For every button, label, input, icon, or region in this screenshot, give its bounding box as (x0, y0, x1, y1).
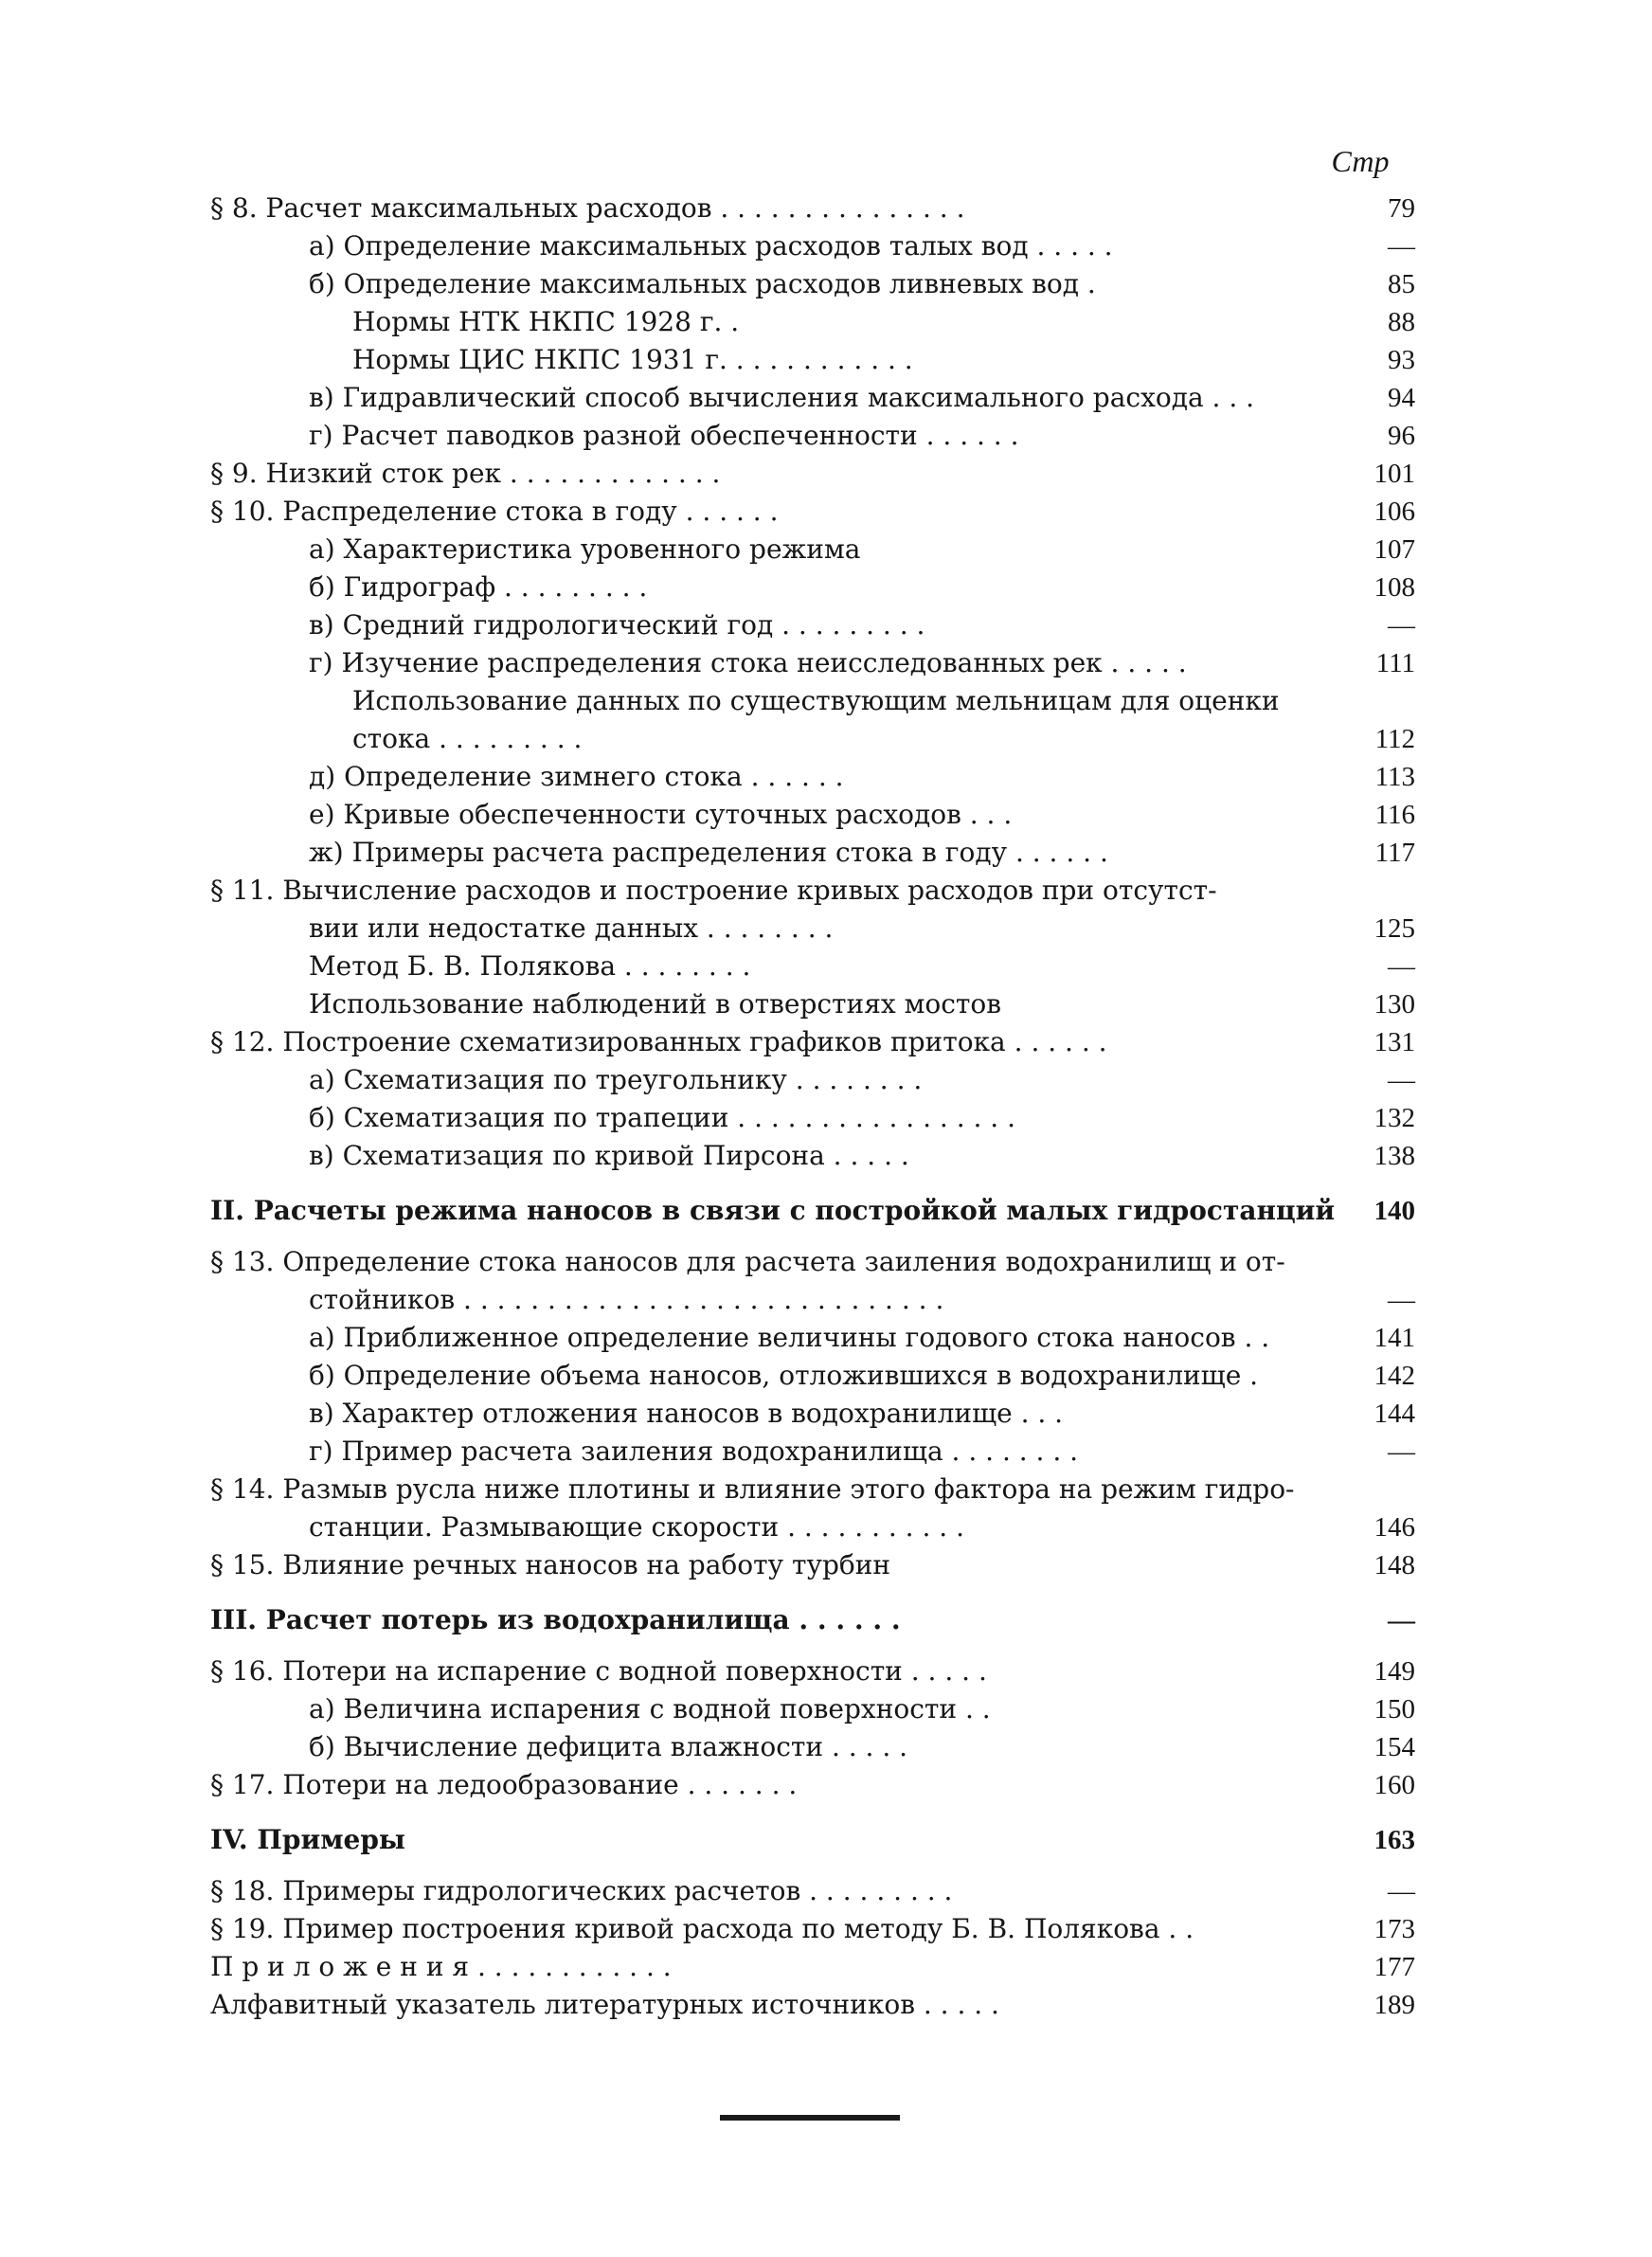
toc-entry (210, 1395, 1415, 1433)
toc-entry (210, 948, 1415, 985)
toc-entry-title: б) Вычисление дефицита влажности . . . . . (309, 1731, 908, 1762)
toc-entry (210, 1652, 1415, 1690)
toc-entry-page: 132 (1374, 1103, 1415, 1133)
toc-entry-title: § 18. Примеры гидрологических расчетов . . . . . . . . . (210, 1875, 953, 1906)
toc-entry-title: Метод Б. В. Полякова . . . . . . . . (309, 950, 751, 982)
toc-entry-page: — (1388, 1605, 1415, 1635)
toc-entry-title: а) Характеристика уровенного режима (309, 533, 861, 565)
toc-entry (210, 758, 1415, 796)
toc-entry (210, 1546, 1415, 1584)
toc-entry (210, 190, 1415, 227)
toc-entry-title: в) Средний гидрологический год . . . . . . . . . (309, 609, 925, 641)
toc-entry-page: — (1388, 1876, 1415, 1906)
toc-entry (210, 1281, 1415, 1319)
toc-entry-title: Использование наблюдений в отверстиях мостов (309, 988, 1001, 1020)
toc-entry-page: 108 (1374, 572, 1415, 603)
toc-entry-page: 96 (1388, 421, 1415, 451)
toc-entry-page: — (1388, 1065, 1415, 1095)
toc-entry-page: 116 (1374, 800, 1415, 830)
toc-entry-title: б) Определение объема наносов, отложившихся в водохранилище . (309, 1360, 1259, 1391)
toc-entry-title: § 12. Построение схематизированных графиков притока . . . . . . (210, 1026, 1107, 1057)
toc-entry-page: 93 (1388, 345, 1415, 375)
toc-entry-page: 189 (1374, 1990, 1415, 2020)
toc-entry-page: 138 (1374, 1141, 1415, 1171)
toc-entry-title: б) Гидрограф . . . . . . . . . (309, 571, 648, 603)
toc-entry-page: 140 (1374, 1196, 1415, 1226)
toc-entry-page: 113 (1374, 762, 1415, 792)
toc-entry (210, 1319, 1415, 1357)
toc-part-heading (210, 1601, 1415, 1639)
toc-entry (210, 1137, 1415, 1175)
toc-entry-title: § 9. Низкий сток рек . . . . . . . . . . . . . (210, 458, 721, 489)
toc-entry-title: в) Характер отложения наносов в водохранилище . . . (309, 1398, 1064, 1429)
toc-entry-title: б) Определение максимальных расходов ливневых вод . (309, 268, 1096, 299)
toc-entry-title: § 14. Размыв русла ниже плотины и влияние этого фактора на режим гидро- (210, 1473, 1295, 1505)
toc-entry (210, 720, 1415, 758)
toc-entry-page: 146 (1374, 1512, 1415, 1543)
toc-entry-page: 112 (1374, 724, 1415, 754)
toc-entry (210, 1243, 1415, 1281)
toc-entry-title: в) Гидравлический способ вычисления максимального расхода . . . (309, 382, 1255, 413)
toc-entry-title: II. Расчеты режима наносов в связи с постройкой малых гидростанций (210, 1195, 1336, 1226)
toc-entry (210, 455, 1415, 493)
toc-entry-title: г) Пример расчета заиления водохранилища . . . . . . . . (309, 1435, 1079, 1467)
toc-entry-page: 117 (1374, 838, 1415, 868)
toc-entry (210, 1948, 1415, 1986)
toc-entry-title: стока . . . . . . . . . (352, 723, 583, 754)
toc-entry (210, 1061, 1415, 1099)
toc-entry-page: 150 (1374, 1694, 1415, 1724)
toc-entry-title: § 8. Расчет максимальных расходов . . . . . . . . . . . . . . . (210, 192, 965, 224)
toc-entry-page: 94 (1388, 383, 1415, 413)
toc-entry (210, 796, 1415, 834)
toc-entry-title: а) Величина испарения с водной поверхности . . (309, 1693, 991, 1724)
toc-entry-page: 173 (1374, 1914, 1415, 1944)
toc-entry-title: вии или недостатке данных . . . . . . . . (309, 912, 834, 944)
toc-entry-page: 163 (1374, 1825, 1415, 1855)
toc-entry (210, 1508, 1415, 1546)
page-column-label: Стр (1331, 144, 1390, 178)
toc-entry-title: § 15. Влияние речных наносов на работу турбин (210, 1549, 891, 1580)
toc-entry (210, 227, 1415, 265)
toc-entry-title: § 13. Определение стока наносов для расчета заиления водохранилищ и от- (210, 1246, 1285, 1277)
toc-entry (210, 1728, 1415, 1766)
toc-entry-page: 125 (1374, 913, 1415, 944)
toc-entry (210, 1872, 1415, 1910)
table-of-contents (210, 190, 1415, 2024)
toc-entry-title: в) Схематизация по кривой Пирсона . . . . . (309, 1140, 909, 1171)
toc-entry-page: 141 (1374, 1323, 1415, 1353)
toc-entry-title: станции. Размывающие скорости . . . . . . . . . . . (309, 1511, 964, 1543)
toc-entry-page: 79 (1388, 193, 1415, 224)
toc-entry-page: — (1388, 610, 1415, 641)
toc-entry (210, 341, 1415, 379)
toc-entry (210, 493, 1415, 531)
toc-entry (210, 1471, 1415, 1508)
toc-entry (210, 834, 1415, 872)
toc-entry-page: 148 (1374, 1550, 1415, 1580)
toc-entry-page: — (1388, 1436, 1415, 1467)
toc-entry-title: д) Определение зимнего стока . . . . . . (309, 761, 844, 792)
toc-entry-title: IV. Примеры (210, 1824, 405, 1855)
toc-entry-title: ж) Примеры расчета распределения стока в году . . . . . . (309, 837, 1108, 868)
toc-entry-page: 144 (1374, 1399, 1415, 1429)
toc-entry-page: — (1388, 951, 1415, 982)
toc-entry-page: 106 (1374, 497, 1415, 527)
toc-entry-title: а) Приближенное определение величины годового стока наносов . . (309, 1322, 1270, 1353)
toc-entry (210, 1910, 1415, 1948)
toc-entry (210, 1023, 1415, 1061)
toc-entry-title: Использование данных по существующим мельницам для оценки (352, 685, 1280, 716)
toc-entry (210, 531, 1415, 569)
toc-entry (210, 1766, 1415, 1804)
toc-entry-title: Алфавитный указатель литературных источников . . . . . (210, 1989, 999, 2020)
toc-part-heading (210, 1821, 1415, 1859)
toc-entry-page: 154 (1374, 1732, 1415, 1762)
toc-entry-page: 142 (1374, 1361, 1415, 1391)
toc-entry-title: г) Расчет паводков разной обеспеченности . . . . . . (309, 420, 1019, 451)
toc-entry (210, 379, 1415, 417)
toc-entry-page: 177 (1374, 1952, 1415, 1982)
toc-entry-page: 131 (1374, 1027, 1415, 1057)
toc-entry-title: § 17. Потери на ледообразование . . . . . . . (210, 1769, 798, 1800)
toc-entry-title: Нормы НТК НКПС 1928 г. . (352, 306, 740, 337)
toc-entry-title: § 10. Распределение стока в году . . . . . . (210, 496, 779, 527)
toc-entry-title: а) Определение максимальных расходов талых вод . . . . . (309, 230, 1113, 262)
toc-entry (210, 1986, 1415, 2024)
toc-entry-page: 85 (1388, 269, 1415, 299)
toc-entry-title: г) Изучение распределения стока неисследованных рек . . . . . (309, 647, 1187, 678)
toc-entry (210, 1099, 1415, 1137)
toc-entry-page: 101 (1374, 459, 1415, 489)
toc-entry-page: — (1388, 231, 1415, 262)
toc-entry (210, 872, 1415, 910)
toc-part-heading (210, 1192, 1415, 1230)
toc-entry (210, 606, 1415, 644)
toc-entry-page: 149 (1374, 1656, 1415, 1687)
toc-entry-page: 111 (1375, 648, 1415, 678)
toc-entry (210, 682, 1415, 720)
toc-entry-title: Нормы ЦИС НКПС 1931 г. . . . . . . . . . . . (352, 344, 913, 375)
toc-entry-title: а) Схематизация по треугольнику . . . . . . . . (309, 1064, 923, 1095)
toc-entry-title: П р и л о ж е н и я . . . . . . . . . . . . (210, 1951, 672, 1982)
toc-entry (210, 985, 1415, 1023)
toc-entry (210, 417, 1415, 455)
toc-entry (210, 1690, 1415, 1728)
toc-entry (210, 910, 1415, 948)
toc-entry-page: 88 (1388, 307, 1415, 337)
toc-entry-title: б) Схематизация по трапеции . . . . . . . . . . . . . . . . . (309, 1102, 1015, 1133)
separator-rule (720, 2115, 900, 2121)
toc-entry (210, 569, 1415, 606)
toc-entry-page: 130 (1374, 989, 1415, 1020)
toc-entry-title: стойников . . . . . . . . . . . . . . . . . . . . . . . . . . . . . (309, 1284, 944, 1315)
toc-entry-page: 160 (1374, 1770, 1415, 1800)
toc-entry (210, 303, 1415, 341)
toc-entry-title: е) Кривые обеспеченности суточных расходов . . . (309, 799, 1013, 830)
toc-entry-page: — (1388, 1285, 1415, 1315)
toc-entry-title: § 16. Потери на испарение с водной поверхности . . . . . (210, 1655, 987, 1687)
toc-entry-title: § 19. Пример построения кривой расхода по методу Б. В. Полякова . . (210, 1913, 1194, 1944)
toc-entry-page: 107 (1374, 534, 1415, 565)
toc-entry (210, 644, 1415, 682)
toc-entry (210, 1433, 1415, 1471)
toc-entry (210, 1357, 1415, 1395)
toc-entry-title: III. Расчет потерь из водохранилища . . . . . . (210, 1604, 901, 1635)
toc-entry-title: § 11. Вычисление расходов и построение кривых расходов при отсутст- (210, 875, 1217, 906)
toc-entry (210, 265, 1415, 303)
